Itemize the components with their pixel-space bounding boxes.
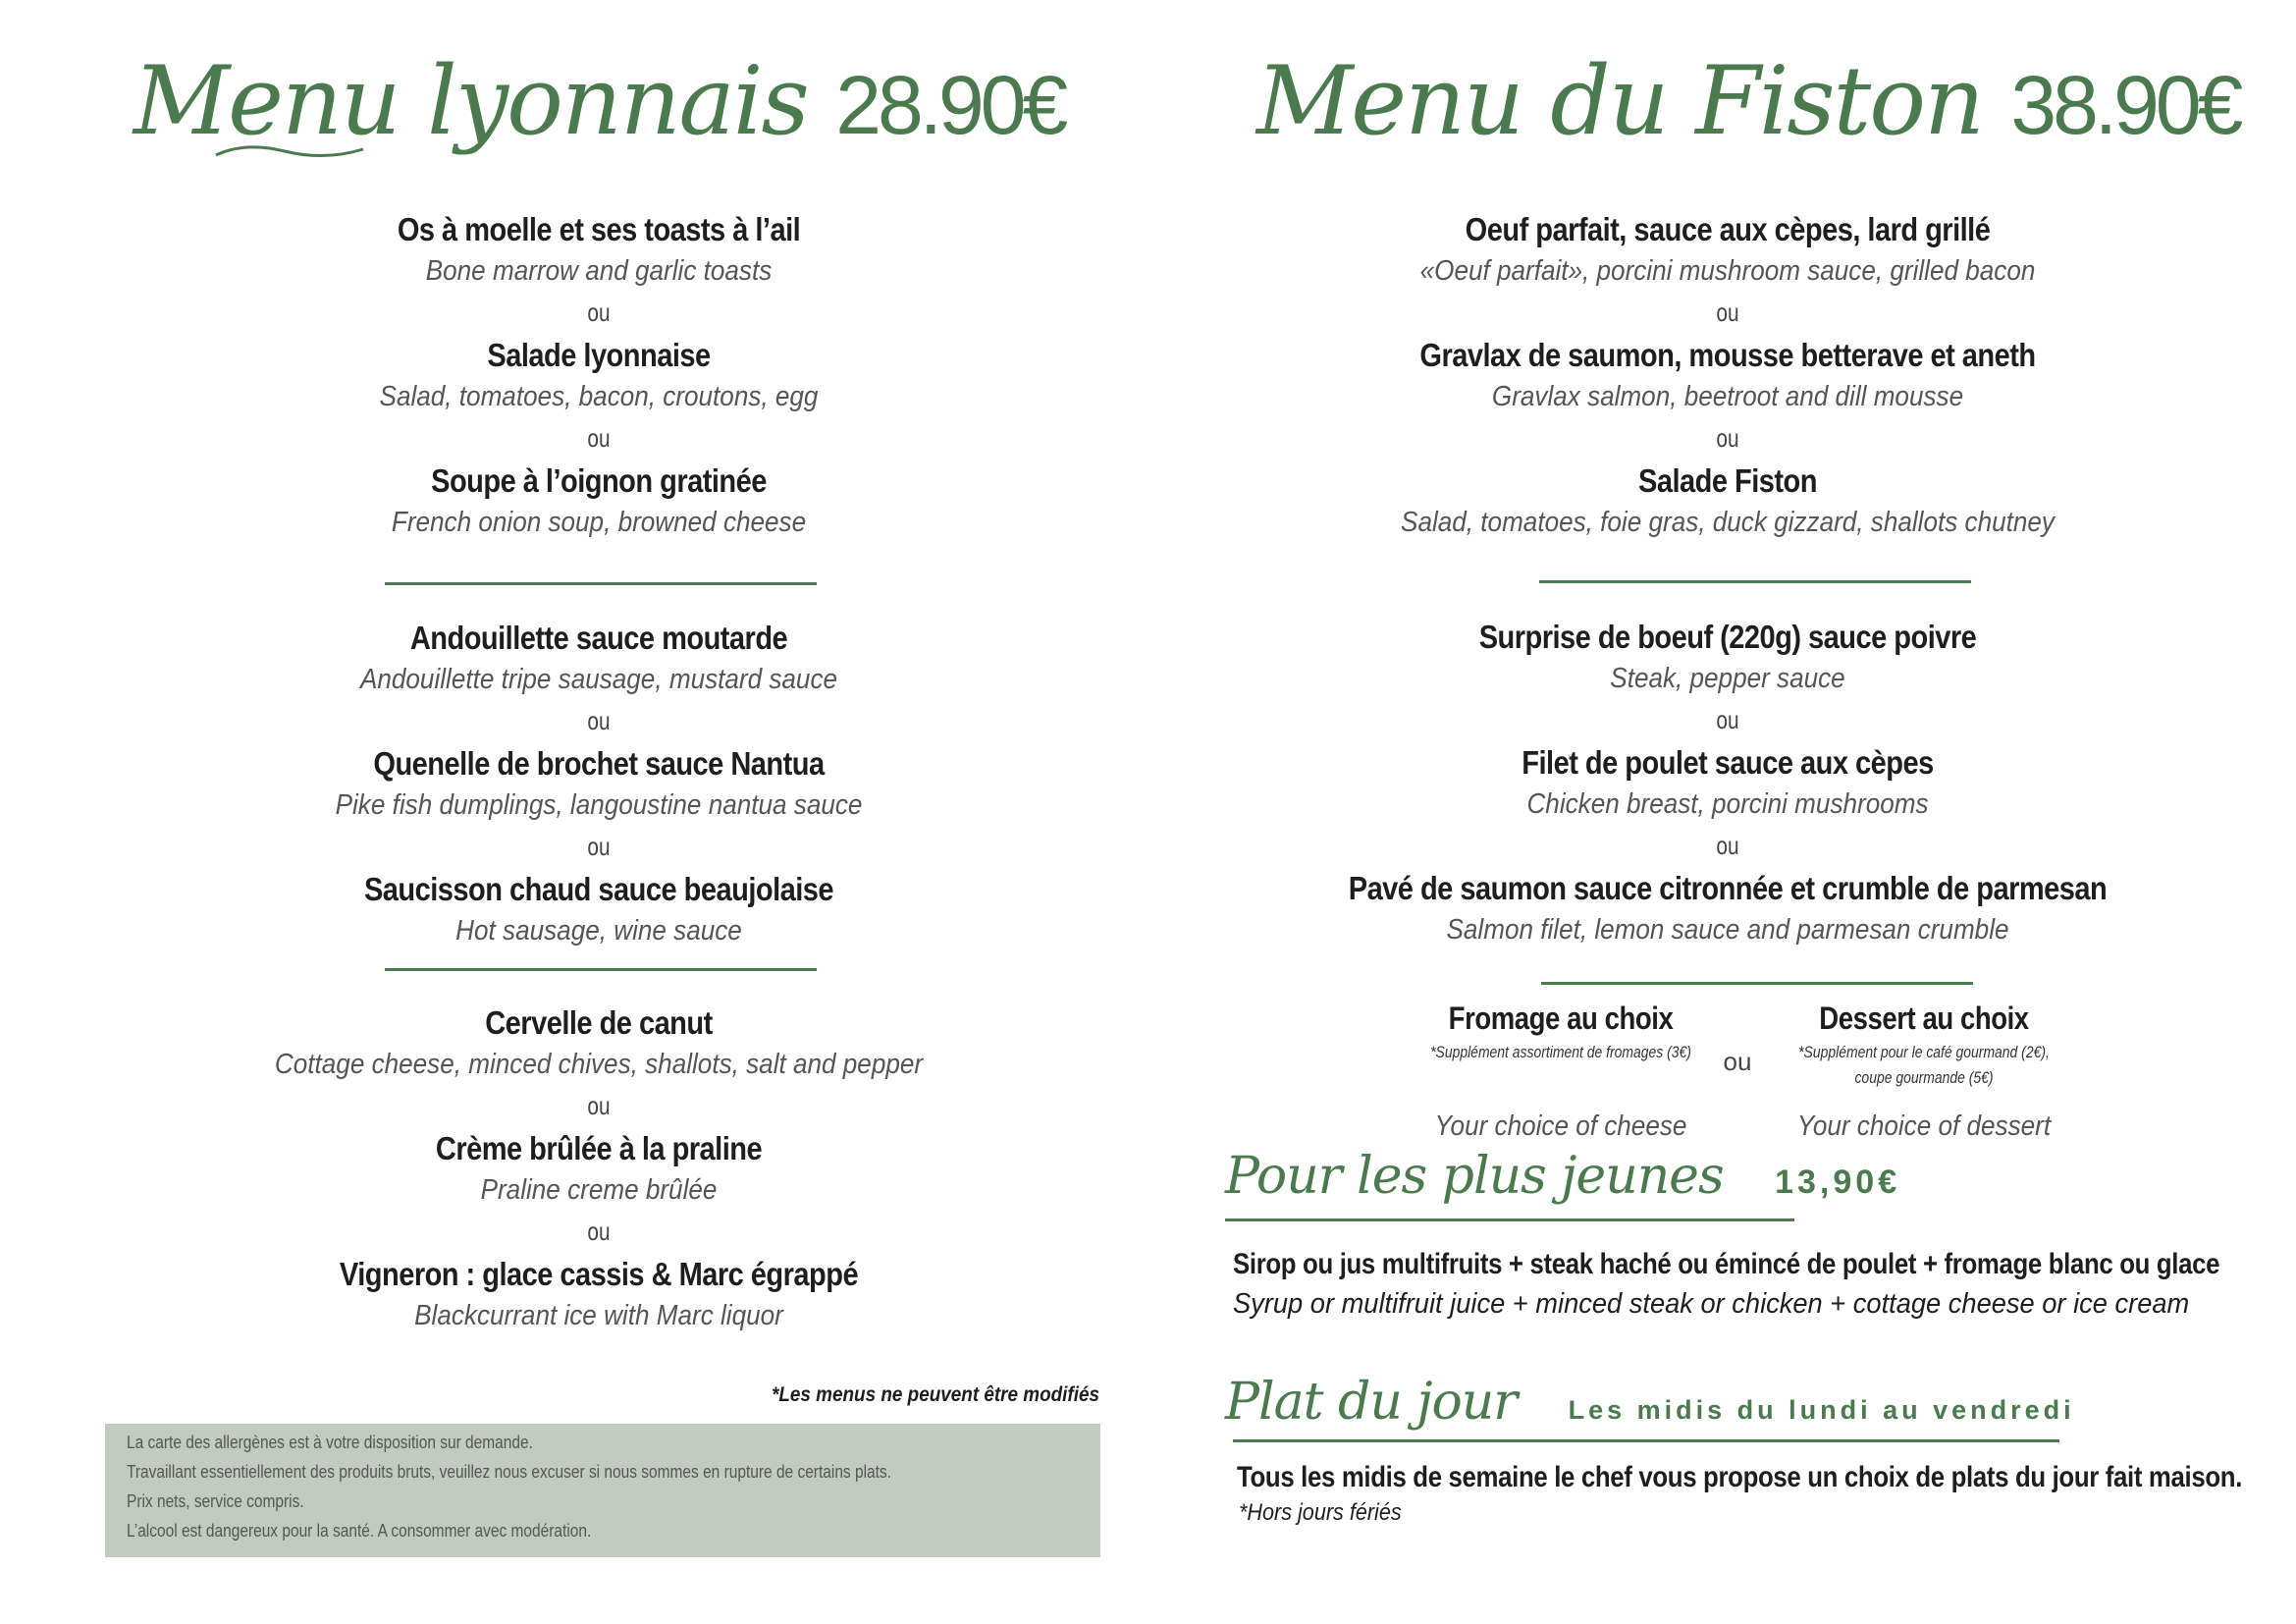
menu-lyonnais: [108, 0, 1090, 1375]
or-separator: ou: [587, 706, 611, 735]
section-divider: [385, 582, 817, 585]
section-divider: [1541, 982, 1973, 985]
cheese-title: Fromage au choix: [1448, 1001, 1674, 1036]
cheese-choice: [1394, 997, 1728, 1142]
cheese-translation: Your choice of cheese: [1434, 1110, 1687, 1142]
dish-translation: French onion soup, browned cheese: [391, 507, 807, 538]
menu-lyonnais-title: [108, 37, 1090, 165]
section-divider: [1539, 580, 1971, 583]
dish-name: Andouillette sauce moutarde: [409, 620, 788, 656]
dessert-note-line1: *Supplément pour le café gourmand (2€),: [1798, 1043, 2050, 1061]
lyonnais-mains: [108, 617, 1090, 950]
allergen-line: Travaillant essentiellement des produits bruts, veuillez nous excuser si nous sommes en rupture de certains plats.: [127, 1462, 891, 1482]
dish-name: Salade lyonnaise: [487, 337, 711, 373]
dish-name: Surprise de boeuf (220g) sauce poivre: [1478, 619, 1977, 655]
allergen-line: L’alcool est dangereux pour la santé. A consommer avec modération.: [127, 1521, 592, 1541]
dish-name: Crème brûlée à la praline: [435, 1130, 763, 1166]
kids-menu-title: Pour les plus jeunes: [1225, 1147, 1724, 1206]
menu-fiston-price: 38.90€: [2010, 59, 2240, 151]
menu-lyonnais-price: 28.90€: [835, 59, 1065, 151]
cheese-or-dessert: [1256, 997, 2199, 1154]
plat-du-jour-note: *Hors jours fériés: [1239, 1499, 1402, 1526]
dish-name: Gravlax de saumon, mousse betterave et aneth: [1419, 337, 2036, 373]
allergen-line: La carte des allergènes est à votre disposition sur demande.: [127, 1433, 533, 1452]
kids-menu-translation: Syrup or multifruit juice + minced steak or chicken + cottage cheese or ice cream: [1233, 1288, 2190, 1320]
section-divider: [385, 968, 817, 971]
menu-fiston-name: Menu du Fiston: [1256, 46, 1983, 156]
lyonnais-desserts: [108, 1001, 1090, 1335]
kids-menu-underline: [1225, 1218, 1794, 1221]
or-separator: ou: [587, 1091, 611, 1120]
dish-name: Filet de poulet sauce aux cèpes: [1522, 744, 1934, 781]
menus-not-modifiable-note: *Les menus ne peuvent être modifiés: [772, 1383, 1099, 1406]
dessert-note-line2: coupe gourmande (5€): [1854, 1068, 1994, 1087]
or-separator: ou: [1716, 423, 1739, 453]
fiston-starters: [1256, 208, 2199, 542]
title-swash-icon: [108, 135, 1090, 159]
or-separator: ou: [587, 423, 611, 453]
dish-translation: Salad, tomatoes, bacon, croutons, egg: [379, 381, 819, 412]
allergen-info-box: [105, 1424, 1100, 1557]
dish-translation: Cottage cheese, minced chives, shallots, salt and pepper: [274, 1049, 924, 1080]
or-separator: ou: [1723, 1047, 1752, 1076]
kids-menu-description: Sirop ou jus multifruits + steak haché ou émincé de poulet + fromage blanc ou glace: [1233, 1248, 2220, 1280]
dessert-choice: [1757, 997, 2091, 1142]
lyonnais-starters: [108, 208, 1090, 542]
dish-name: Oeuf parfait, sauce aux cèpes, lard grillé: [1465, 211, 1991, 247]
dish-translation: Pike fish dumplings, langoustine nantua sauce: [335, 789, 863, 821]
dish-translation: Blackcurrant ice with Marc liquor: [414, 1300, 783, 1331]
or-separator: ou: [587, 832, 611, 861]
dish-name: Vigneron : glace cassis & Marc égrappé: [339, 1256, 859, 1292]
dish-name: Os à moelle et ses toasts à l’ail: [397, 211, 801, 247]
or-separator: ou: [1716, 298, 1739, 327]
allergen-line: Prix nets, service compris.: [127, 1491, 304, 1511]
dish-name: Quenelle de brochet sauce Nantua: [373, 745, 825, 782]
plat-du-jour-underline: [1233, 1439, 2059, 1442]
or-separator: ou: [587, 1217, 611, 1246]
dish-translation: Steak, pepper sauce: [1610, 663, 1845, 694]
dish-name: Pavé de saumon sauce citronnée et crumble de parmesan: [1348, 870, 2108, 906]
dish-translation: Praline creme brûlée: [480, 1174, 718, 1206]
dish-translation: Bone marrow and garlic toasts: [425, 255, 773, 287]
dessert-translation: Your choice of dessert: [1796, 1110, 2052, 1142]
menu-fiston-title: [1256, 37, 2240, 165]
dish-name: Soupe à l’oignon gratinée: [431, 462, 767, 499]
menu-du-fiston: [1256, 0, 2240, 1142]
dish-translation: «Oeuf parfait», porcini mushroom sauce, grilled bacon: [1419, 255, 2036, 287]
kids-menu-price: 13,90€: [1775, 1164, 1901, 1201]
dish-name: Saucisson chaud sauce beaujolaise: [363, 871, 834, 907]
or-separator: ou: [1716, 831, 1739, 860]
plat-du-jour-title: Plat du jour: [1225, 1373, 1518, 1432]
menu-lyonnais-name: Menu lyonnais: [133, 46, 808, 156]
plat-du-jour-heading: [1225, 1373, 2075, 1432]
dish-translation: Salad, tomatoes, foie gras, duck gizzard, shallots chutney: [1401, 507, 2055, 538]
dish-translation: Salmon filet, lemon sauce and parmesan crumble: [1446, 914, 2009, 946]
or-separator: ou: [587, 298, 611, 327]
or-separator: ou: [1716, 705, 1739, 734]
dish-translation: Hot sausage, wine sauce: [455, 915, 742, 947]
dish-translation: Chicken breast, porcini mushrooms: [1526, 788, 1929, 820]
fiston-mains: [1256, 616, 2199, 949]
dish-translation: Gravlax salmon, beetroot and dill mousse: [1491, 381, 1964, 412]
kids-menu-heading: [1225, 1147, 1900, 1206]
dish-translation: Andouillette tripe sausage, mustard sauce: [359, 664, 838, 695]
dish-name: Salade Fiston: [1638, 462, 1817, 499]
dessert-title: Dessert au choix: [1819, 1001, 2029, 1036]
cheese-note: *Supplément assortiment de fromages (3€): [1430, 1043, 1691, 1061]
dish-name: Cervelle de canut: [485, 1004, 713, 1041]
plat-du-jour-subtitle: Les midis du lundi au vendredi: [1568, 1395, 2075, 1425]
plat-du-jour-text: Tous les midis de semaine le chef vous propose un choix de plats du jour fait maison.: [1237, 1461, 2243, 1493]
